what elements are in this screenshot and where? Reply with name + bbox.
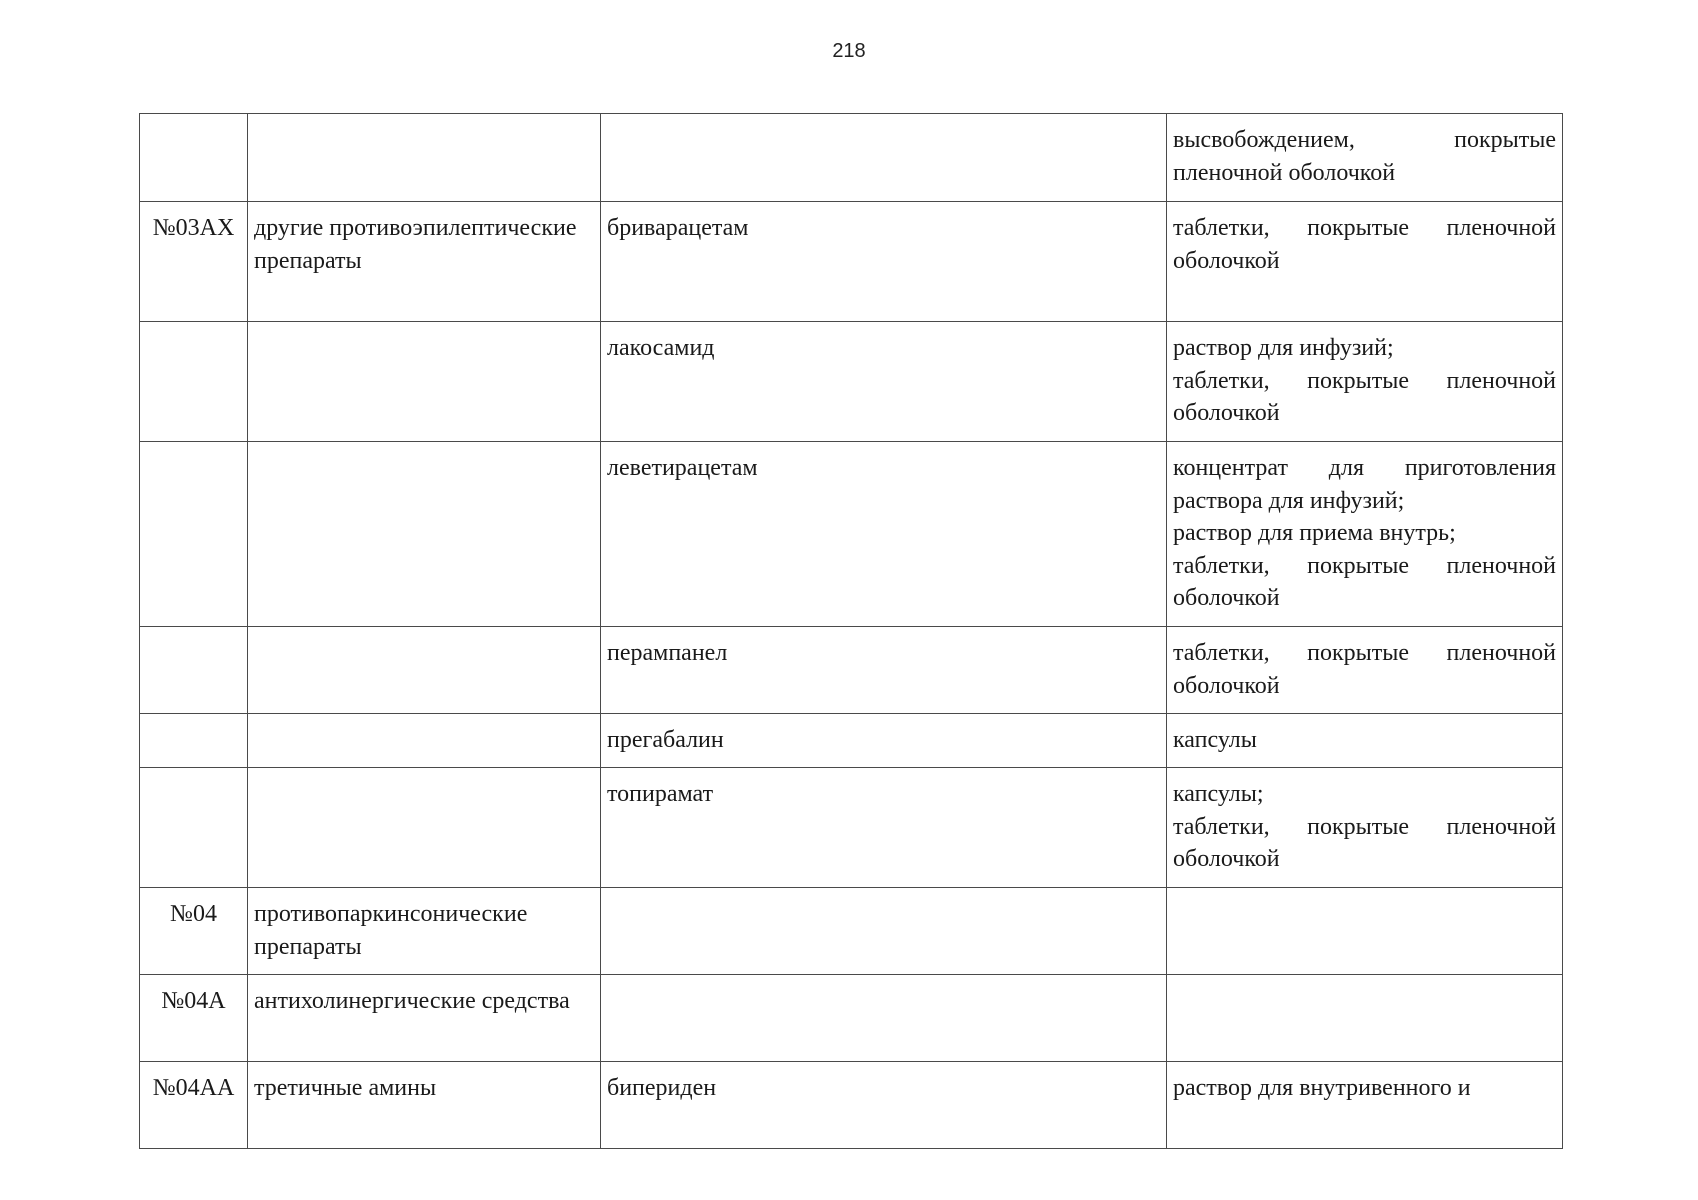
group-cell	[248, 714, 601, 768]
dosage-form-text: таблетки, покрытые пленочной оболочкой	[1173, 215, 1556, 274]
atc-code-cell: №04A	[140, 975, 248, 1062]
drug-cell	[601, 975, 1167, 1062]
table-row	[140, 114, 1563, 202]
dosage-form-text: высвобождением, покрытые пленочной оболочкой	[1173, 127, 1556, 186]
dosage-form-cell	[1167, 975, 1563, 1062]
atc-code-cell	[140, 442, 248, 627]
table-row	[140, 202, 1563, 322]
drug-cell: лакосамид	[601, 322, 1167, 442]
dosage-form-text: таблетки, покрытые пленочной оболочкой	[1173, 367, 1556, 426]
group-cell: антихолинергические средства	[248, 975, 601, 1062]
drug-cell	[601, 114, 1167, 202]
dosage-form-cell	[1167, 322, 1563, 442]
group-cell	[248, 114, 601, 202]
dosage-form-cell	[1167, 1062, 1563, 1149]
drug-cell: прегабалин	[601, 714, 1167, 768]
page-number: 218	[832, 40, 866, 62]
dosage-form-cell	[1167, 714, 1563, 768]
dosage-form-cell	[1167, 768, 1563, 888]
dosage-form-text: концентрат для приготовления раствора для инфузий;	[1173, 455, 1556, 514]
dosage-form-text: таблетки, покрытые пленочной оболочкой	[1173, 813, 1556, 872]
table-row	[140, 1062, 1563, 1149]
dosage-form-text: таблетки, покрытые пленочной оболочкой	[1173, 552, 1556, 611]
group-cell: другие противоэпилептические препараты	[248, 202, 601, 322]
atc-code-cell: №04AA	[140, 1062, 248, 1149]
atc-code-cell	[140, 714, 248, 768]
atc-code-cell	[140, 768, 248, 888]
drug-cell: бипериден	[601, 1062, 1167, 1149]
dosage-form-text: раствор для инфузий;	[1173, 335, 1394, 361]
dosage-form-cell	[1167, 114, 1563, 202]
dosage-form-text: таблетки, покрытые пленочной оболочкой	[1173, 640, 1556, 699]
group-cell	[248, 442, 601, 627]
table-row	[140, 627, 1563, 714]
drug-table	[139, 113, 1563, 1149]
group-cell	[248, 627, 601, 714]
table-row	[140, 975, 1563, 1062]
group-cell	[248, 322, 601, 442]
dosage-form-cell	[1167, 627, 1563, 714]
drug-cell: топирамат	[601, 768, 1167, 888]
drug-cell: перампанел	[601, 627, 1167, 714]
dosage-form-text: капсулы	[1173, 727, 1257, 753]
group-cell	[248, 768, 601, 888]
dosage-form-text: капсулы;	[1173, 781, 1264, 807]
dosage-form-cell	[1167, 888, 1563, 975]
drug-cell	[601, 888, 1167, 975]
dosage-form-cell	[1167, 202, 1563, 322]
atc-code-cell: №04	[140, 888, 248, 975]
atc-code-cell	[140, 114, 248, 202]
dosage-form-text: раствор для приема внутрь;	[1173, 520, 1456, 546]
dosage-form-cell	[1167, 442, 1563, 627]
atc-code-cell: №03AX	[140, 202, 248, 322]
atc-code-cell	[140, 322, 248, 442]
table-row	[140, 714, 1563, 768]
atc-code-cell	[140, 627, 248, 714]
drug-cell: бриварацетам	[601, 202, 1167, 322]
table-row	[140, 768, 1563, 888]
group-cell: противопаркинсонические препараты	[248, 888, 601, 975]
table-row	[140, 888, 1563, 975]
drug-cell: леветирацетам	[601, 442, 1167, 627]
group-cell: третичные амины	[248, 1062, 601, 1149]
table-row	[140, 322, 1563, 442]
table-row	[140, 442, 1563, 627]
dosage-form-text: раствор для внутривенного и	[1173, 1075, 1471, 1101]
